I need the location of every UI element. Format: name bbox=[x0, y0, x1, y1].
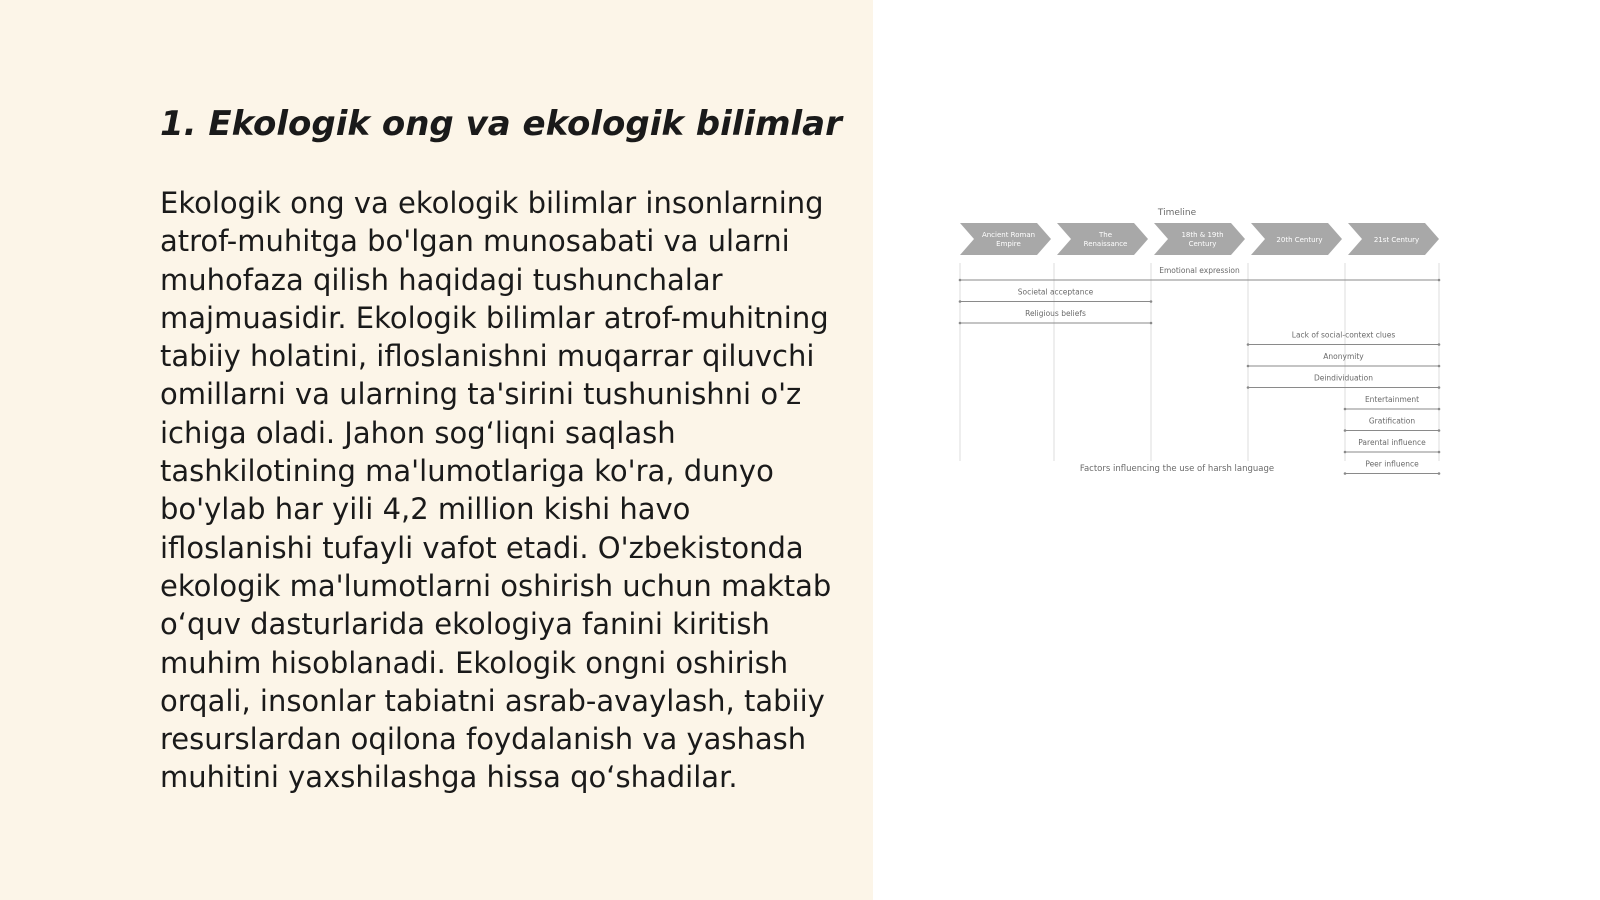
factor-span-end bbox=[959, 300, 962, 303]
factor-label: Lack of social-context clues bbox=[1291, 330, 1396, 340]
timeline-caption: Factors influencing the use of harsh language bbox=[1079, 464, 1275, 474]
period-chevron bbox=[1251, 223, 1342, 255]
factor-span-end bbox=[1438, 343, 1441, 346]
factor-span-end bbox=[1438, 279, 1441, 282]
factor-bar bbox=[1247, 374, 1441, 389]
timeline-factor-bars bbox=[959, 266, 1441, 475]
period-label: 18th & 19th bbox=[1181, 231, 1224, 239]
factor-span-end bbox=[1438, 429, 1441, 432]
factor-bar bbox=[959, 266, 1441, 281]
factor-bar bbox=[1344, 417, 1441, 432]
period-label: 21st Century bbox=[1373, 236, 1420, 244]
timeline-period-chevrons bbox=[960, 223, 1439, 255]
factor-label: Religious beliefs bbox=[1025, 309, 1086, 318]
factor-label: Gratification bbox=[1368, 416, 1416, 426]
period-chevron bbox=[1348, 223, 1439, 255]
period-chevron-shape bbox=[1154, 223, 1245, 255]
factor-bar bbox=[959, 288, 1153, 303]
factor-bar bbox=[959, 309, 1153, 324]
factor-label: Emotional expression bbox=[1159, 266, 1240, 275]
period-label: Renaissance bbox=[1083, 240, 1128, 248]
factor-bar bbox=[1247, 352, 1441, 367]
factor-span-end bbox=[1344, 408, 1347, 411]
period-chevron-shape bbox=[1057, 223, 1148, 255]
period-label: 20th Century bbox=[1276, 236, 1323, 244]
factor-label: Deindividuation bbox=[1313, 373, 1374, 383]
factor-label: Parental influence bbox=[1358, 438, 1426, 447]
factor-span-end bbox=[1150, 322, 1153, 325]
factor-span-end bbox=[959, 322, 962, 325]
period-label: Century bbox=[1188, 240, 1217, 248]
factor-bar bbox=[1344, 438, 1441, 453]
factor-bar bbox=[1247, 331, 1441, 346]
factor-span-end bbox=[959, 279, 962, 282]
period-label: Ancient Roman bbox=[981, 231, 1036, 239]
factor-label: Peer influence bbox=[1365, 459, 1419, 469]
factor-span-end bbox=[1247, 365, 1250, 368]
factor-span-end bbox=[1438, 365, 1441, 368]
slide-title: 1. Ekologik ong va ekologik bilimlar bbox=[160, 104, 842, 144]
factor-bar bbox=[1344, 395, 1441, 410]
factor-span-end bbox=[1344, 472, 1347, 475]
period-chevron bbox=[1154, 223, 1245, 255]
period-label: The bbox=[1098, 231, 1113, 239]
factor-span-end bbox=[1150, 300, 1153, 303]
timeline-diagram bbox=[955, 203, 1455, 483]
factor-bar bbox=[1344, 460, 1441, 475]
slide-body-text: Ekologik ong va ekologik bilimlar insonlarning atrof-muhitga bo'lgan munosabati va ularni muhofaza qilish haqidagi tushunchalar majmuasidir. Ekologik bilimlar atrof-muhitning tabiiy holatini, ifloslanishni muqarrar qiluvchi omillarni va ularning ta'sirini tushunishni o'z ichiga oladi. Jahon sog‘liqni saqlash tashkilotining ma'lumotlariga ko'ra, dunyo bo'ylab har yili 4,2 million kishi havo ifloslanishi tufayli vafot etadi. O'zbekistonda ekologik ma'lumotlarni oshirish uchun maktab o‘quv dasturlarida ekologiya fanini kiritish muhim hisoblanadi. Ekologik ongni oshirish orqali, insonlar tabiatni asrab-avaylash, tabiiy resurslardan oqilona foydalanish va yashash muhitini yaxshilashga hissa qo‘shadilar. bbox=[160, 186, 832, 795]
factor-span-end bbox=[1438, 451, 1441, 454]
factor-span-end bbox=[1438, 386, 1441, 389]
period-chevron-shape bbox=[960, 223, 1051, 255]
period-chevron bbox=[960, 223, 1051, 255]
factor-span-end bbox=[1344, 429, 1347, 432]
period-chevron bbox=[1057, 223, 1148, 255]
timeline-heading: Timeline bbox=[1157, 208, 1197, 218]
factor-label: Entertainment bbox=[1364, 395, 1420, 404]
factor-span-end bbox=[1344, 451, 1347, 454]
period-label: Empire bbox=[996, 240, 1021, 248]
factor-span-end bbox=[1438, 408, 1441, 411]
factor-span-end bbox=[1438, 472, 1441, 475]
factor-span-end bbox=[1247, 343, 1250, 346]
factor-label: Anonymity bbox=[1323, 352, 1364, 361]
factor-label: Societal acceptance bbox=[1017, 287, 1094, 297]
factor-span-end bbox=[1247, 386, 1250, 389]
